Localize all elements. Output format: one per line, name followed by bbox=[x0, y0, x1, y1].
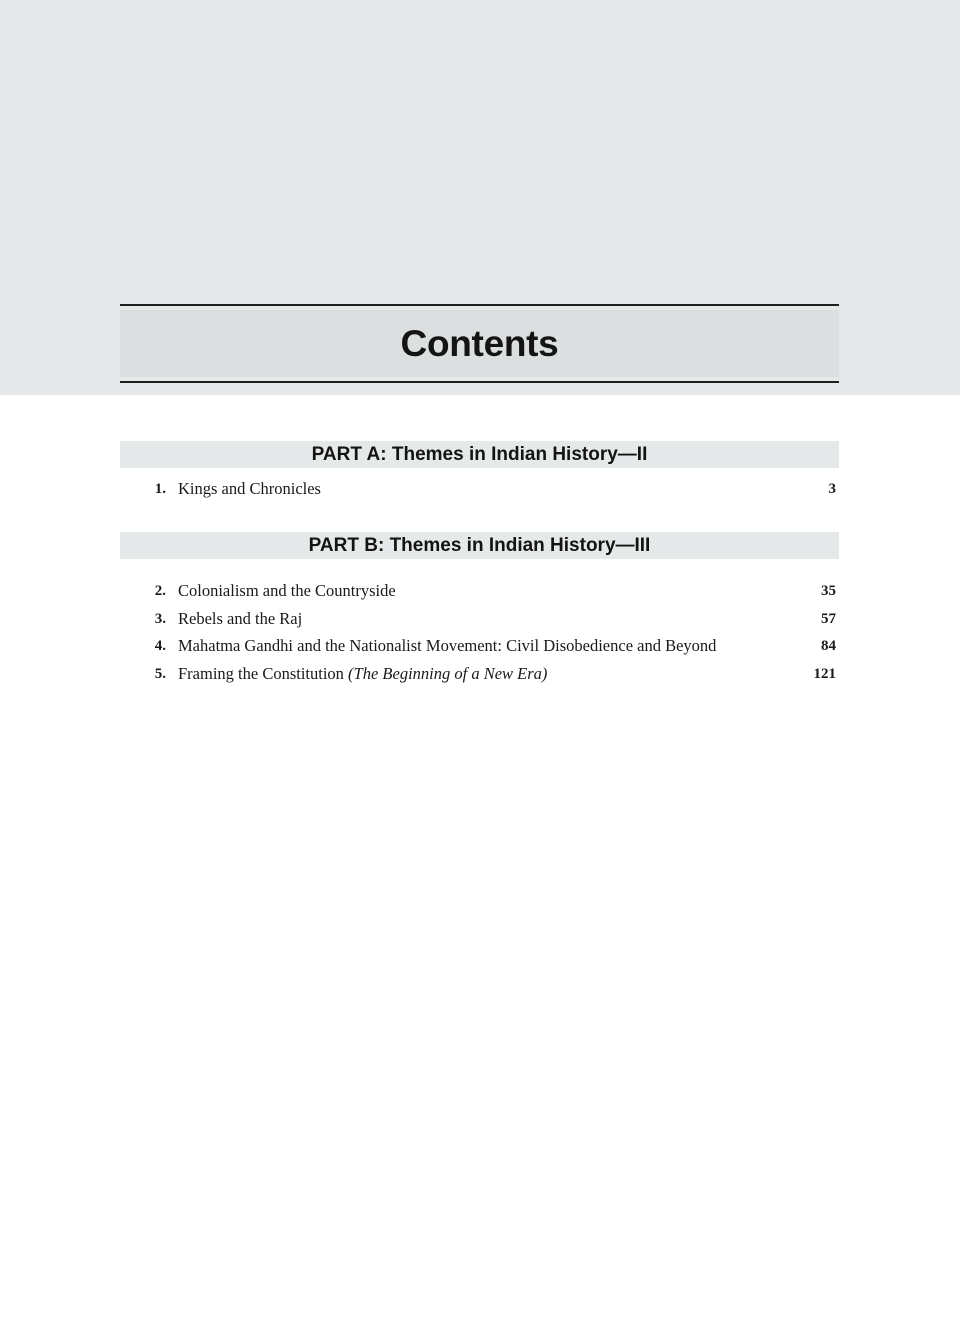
toc-entry[interactable] bbox=[148, 607, 838, 631]
toc-entry[interactable] bbox=[148, 634, 838, 658]
chapter-title-wrap bbox=[178, 662, 547, 686]
chapter-title: Framing the Constitution bbox=[178, 664, 344, 683]
chapter-title-wrap bbox=[178, 634, 716, 658]
chapter-number: 1. bbox=[154, 481, 166, 497]
chapter-page: 121 bbox=[813, 666, 836, 682]
part-b-heading: PART B: Themes in Indian History—III bbox=[120, 532, 839, 559]
chapter-title: Kings and Chronicles bbox=[178, 479, 321, 498]
chapter-number: 2. bbox=[154, 583, 166, 599]
chapter-title: Mahatma Gandhi and the Nationalist Movement: Civil Disobedience and Beyond bbox=[178, 636, 717, 655]
chapter-page: 35 bbox=[821, 583, 836, 599]
contents-title-block bbox=[120, 304, 839, 383]
chapter-title-wrap bbox=[178, 477, 321, 501]
toc-entry[interactable] bbox=[148, 477, 838, 501]
chapter-page: 57 bbox=[821, 611, 836, 627]
chapter-page: 3 bbox=[828, 481, 836, 497]
part-a-heading: PART A: Themes in Indian History—II bbox=[120, 441, 839, 468]
chapter-title: Colonialism and the Countryside bbox=[178, 581, 396, 600]
chapter-title: Rebels and the Raj bbox=[178, 609, 303, 628]
chapter-title-wrap bbox=[178, 607, 302, 631]
chapter-number: 5. bbox=[154, 666, 166, 682]
toc-entry[interactable] bbox=[148, 579, 838, 603]
chapter-subtitle: (The Beginning of a New Era) bbox=[348, 664, 548, 683]
chapter-page: 84 bbox=[821, 638, 836, 654]
toc-entry[interactable] bbox=[148, 662, 838, 686]
chapter-number: 4. bbox=[154, 638, 166, 654]
chapter-number: 3. bbox=[154, 611, 166, 627]
page-title: Contents bbox=[400, 322, 559, 364]
contents-title-panel bbox=[120, 310, 839, 377]
chapter-title-wrap bbox=[178, 579, 396, 603]
